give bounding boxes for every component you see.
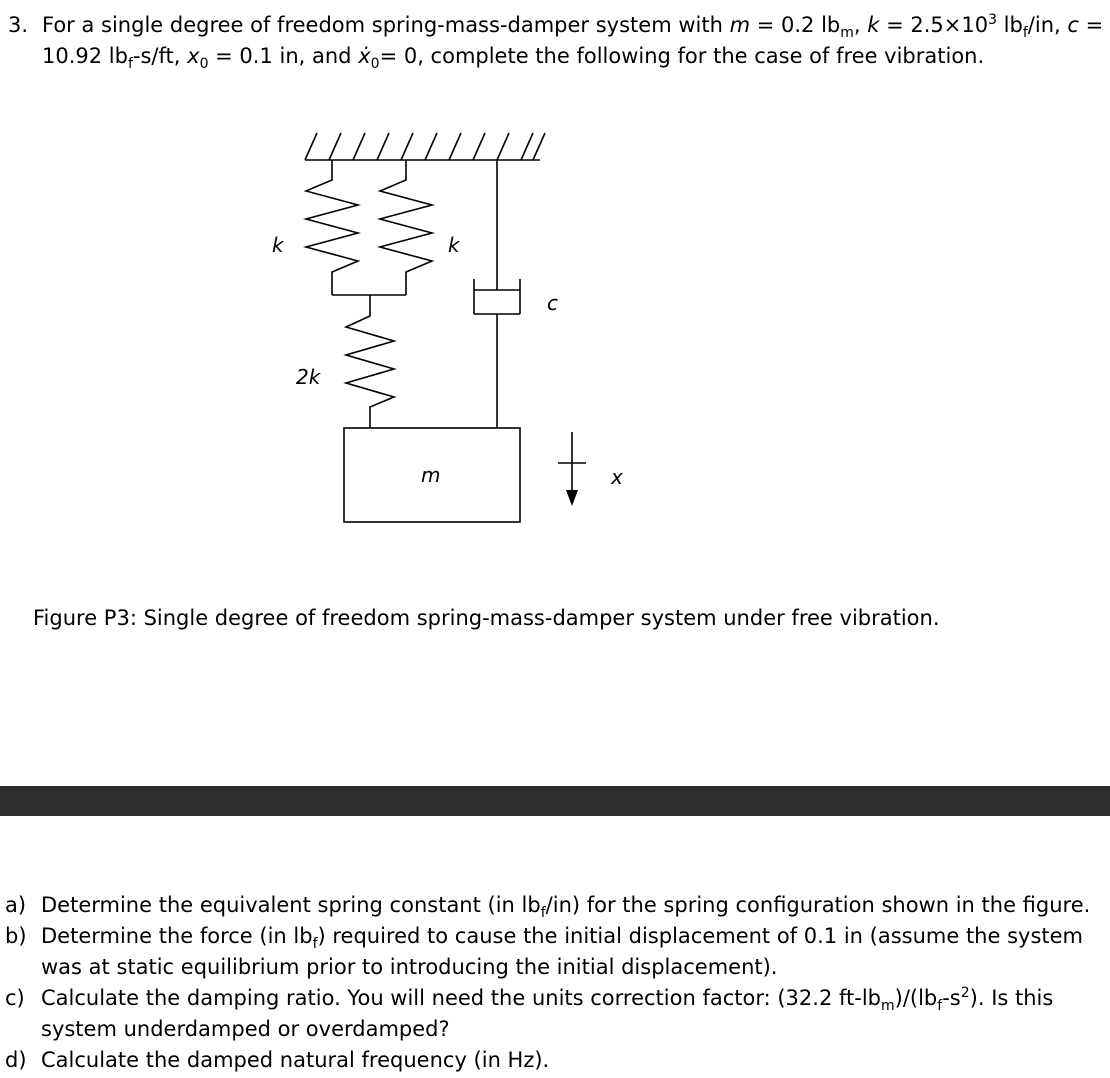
dark-separator-bar [0, 786, 1110, 816]
label-k-left: k [272, 233, 284, 257]
problem-statement [8, 10, 1106, 72]
part-a: a) Determine the equivalent spring constant (in $lb_f/in$) for the spring configuration shown in the figure. [5, 893, 1091, 922]
part-d: d) Calculate the damped natural frequency (in Hz). [5, 1048, 550, 1072]
spring-mass-damper-figure [0, 110, 700, 530]
x-arrow-head [566, 490, 578, 506]
label-c: c [547, 291, 558, 315]
part-c: c) Calculate the damping ratio. You will need the units correction factor: (32.2 $ft-lb_m)/(lb_f-s^2)$. Is this system underdamped or overdamped? [5, 985, 1054, 1041]
ceiling-hatch [305, 133, 545, 160]
spring-k-right [380, 160, 432, 295]
label-x: x [611, 465, 623, 489]
figure-caption: Figure P3: Single degree of freedom spring-mass-damper system under free vibration. [33, 606, 940, 630]
label-m: m [421, 463, 441, 487]
question-parts [0, 890, 1108, 1076]
problem-number: 3. [8, 13, 29, 37]
part-b: b) Determine the force (in $lb_f$) required to cause the initial displacement of 0.1 in (assume the system was at static equilibrium prior to introducing the initial displacement). [5, 924, 1084, 979]
spring-k-left [306, 160, 358, 295]
problem-text: For a single degree of freedom spring-mass-damper system with m = 0.2 $lb_m$, $k = 2.5\times 10^3$ $lb_f/in$, c = 10.92 $lb_f-s/ft$, $x_0 = 0.1$ in, and ẋ$_0$= 0, complete the following for the case of free vibration. [42, 12, 1104, 73]
spring-2k [346, 295, 394, 428]
damper-c [474, 160, 520, 428]
label-k-right: k [448, 233, 460, 257]
label-2k: 2k [296, 365, 321, 389]
